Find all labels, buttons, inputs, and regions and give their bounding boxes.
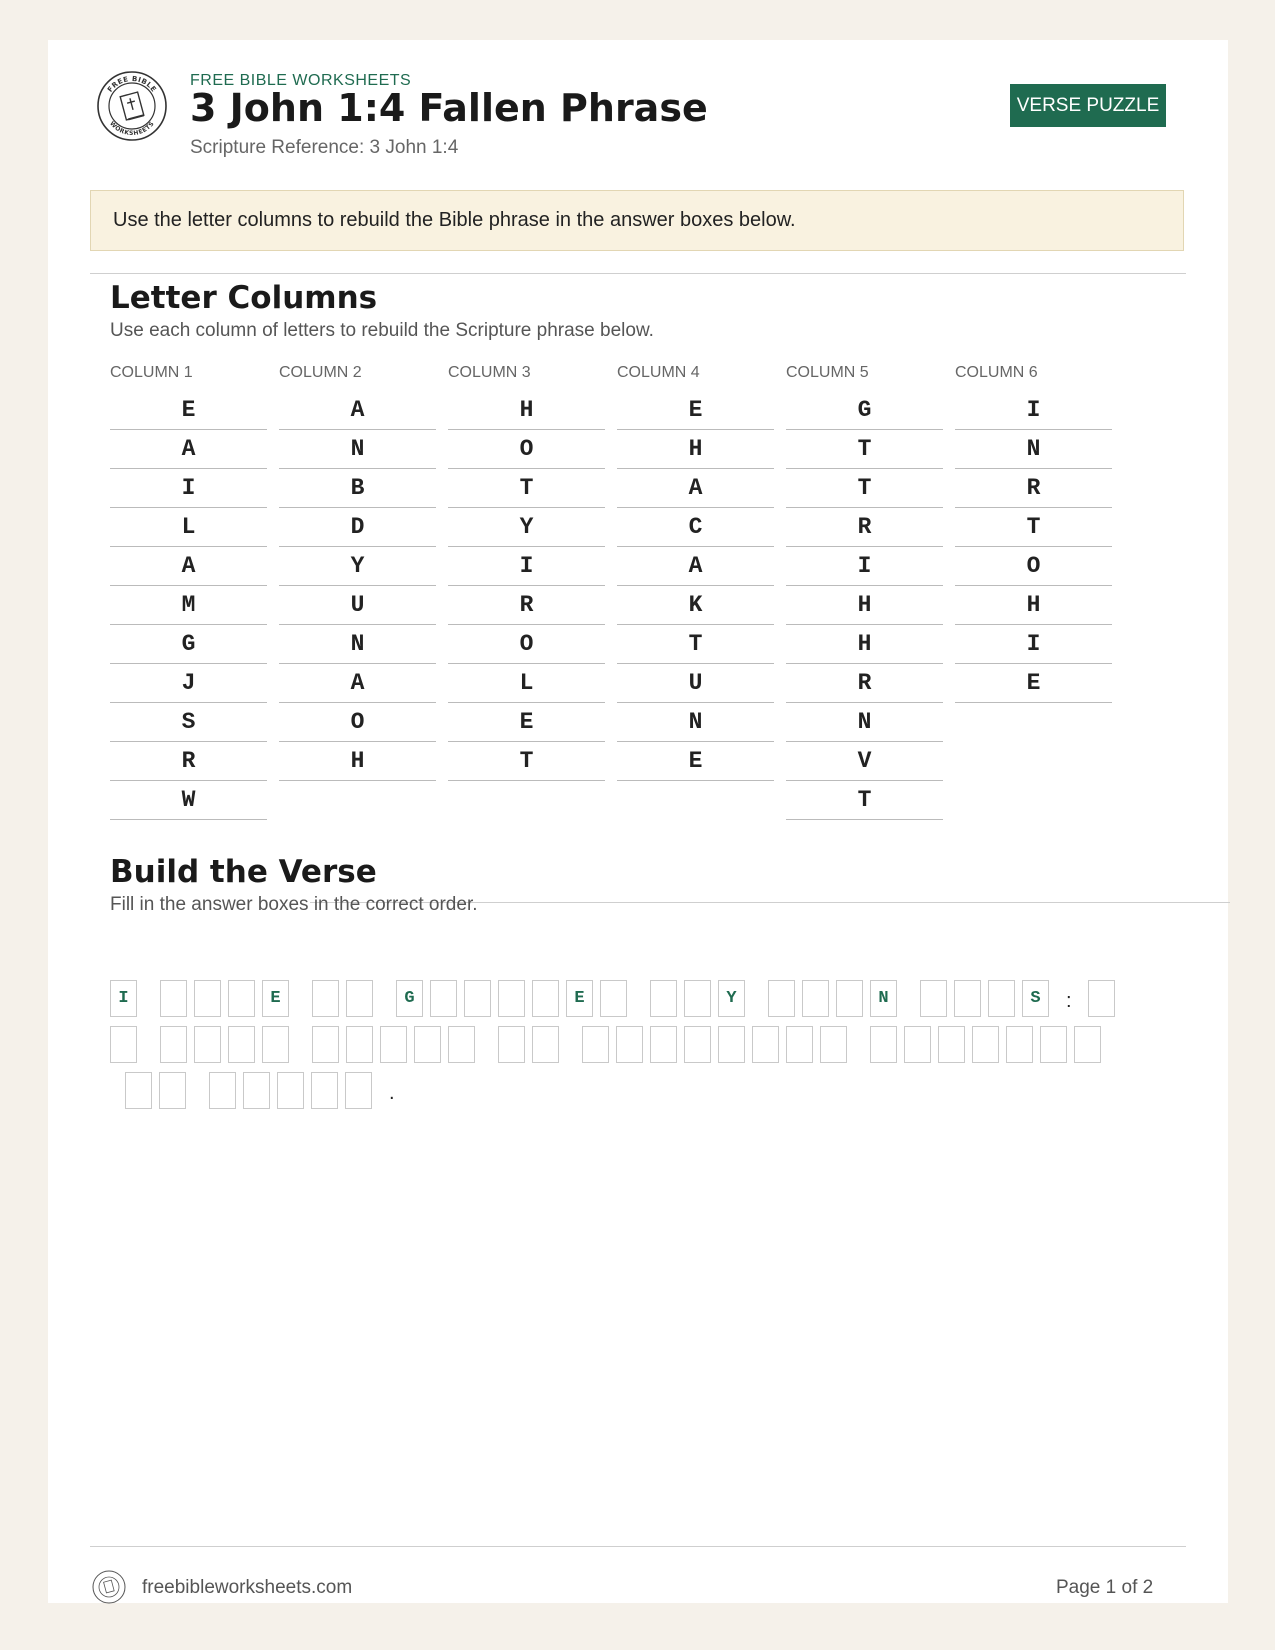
column-letter: M xyxy=(110,586,267,625)
column-letter: I xyxy=(110,469,267,508)
column-letter: E xyxy=(955,664,1112,703)
column-letter: H xyxy=(617,430,774,469)
letter-column-1 xyxy=(110,362,267,820)
answer-box[interactable] xyxy=(582,1026,609,1063)
column-letter: J xyxy=(110,664,267,703)
column-letter: T xyxy=(786,781,943,820)
answer-box[interactable] xyxy=(718,1026,745,1063)
page-title: 3 John 1:4 Fallen Phrase xyxy=(190,86,708,130)
answer-box[interactable] xyxy=(1040,1026,1067,1063)
answer-box[interactable] xyxy=(532,1026,559,1063)
column-letter: E xyxy=(448,703,605,742)
punctuation-mark: . xyxy=(389,1082,395,1104)
answer-box-hint[interactable]: E xyxy=(566,980,593,1017)
answer-box[interactable] xyxy=(345,1072,372,1109)
answer-box[interactable] xyxy=(820,1026,847,1063)
column-label: COLUMN 5 xyxy=(786,364,869,381)
column-letter: R xyxy=(448,586,605,625)
answer-box[interactable] xyxy=(650,1026,677,1063)
column-letter: G xyxy=(786,391,943,430)
column-letter: L xyxy=(448,664,605,703)
column-letter: L xyxy=(110,508,267,547)
column-letter: R xyxy=(110,742,267,781)
answer-box[interactable] xyxy=(870,1026,897,1063)
footer-logo-icon xyxy=(92,1570,126,1604)
logo-text-bottom: WORKSHEETS xyxy=(108,120,156,138)
column-letter: I xyxy=(955,391,1112,430)
page-number: Page 1 of 2 xyxy=(1056,1577,1154,1598)
answer-box[interactable] xyxy=(920,980,947,1017)
column-letter: I xyxy=(955,625,1112,664)
logo-text-top: FREE BIBLE xyxy=(106,74,158,94)
column-letter: E xyxy=(617,742,774,781)
answer-box[interactable] xyxy=(125,1072,152,1109)
answer-box[interactable] xyxy=(160,980,187,1017)
column-letter: E xyxy=(110,391,267,430)
answer-box[interactable] xyxy=(802,980,829,1017)
column-letter: E xyxy=(617,391,774,430)
answer-box[interactable] xyxy=(243,1072,270,1109)
answer-box[interactable] xyxy=(904,1026,931,1063)
divider xyxy=(90,1546,1186,1547)
column-letter: H xyxy=(448,391,605,430)
build-verse-title: Build the Verse xyxy=(110,854,377,890)
column-letter: T xyxy=(617,625,774,664)
answer-box[interactable] xyxy=(160,1026,187,1063)
column-letter: N xyxy=(279,625,436,664)
column-letter: T xyxy=(786,469,943,508)
answer-box[interactable] xyxy=(209,1072,236,1109)
footer-site-link[interactable]: freebibleworksheets.com xyxy=(142,1577,353,1598)
column-letter: A xyxy=(110,430,267,469)
answer-box[interactable] xyxy=(262,1026,289,1063)
column-letter: T xyxy=(955,508,1112,547)
letter-column-6 xyxy=(955,362,1112,703)
instructions-banner xyxy=(90,190,1184,251)
column-letter: O xyxy=(448,430,605,469)
letter-column-2 xyxy=(279,362,436,781)
letter-column-4 xyxy=(617,362,774,781)
column-letter: O xyxy=(279,703,436,742)
answer-box[interactable] xyxy=(1074,1026,1101,1063)
column-letter: A xyxy=(617,547,774,586)
instructions-text: Use the letter columns to rebuild the Bible phrase in the answer boxes below. xyxy=(113,209,796,231)
column-letter: N xyxy=(617,703,774,742)
answer-box[interactable] xyxy=(836,980,863,1017)
letter-columns-description: Use each column of letters to rebuild the Scripture phrase below. xyxy=(110,320,654,341)
column-letter: H xyxy=(786,586,943,625)
column-label: COLUMN 4 xyxy=(617,364,700,381)
answer-box[interactable] xyxy=(972,1026,999,1063)
column-letter: N xyxy=(279,430,436,469)
column-letter: V xyxy=(786,742,943,781)
letter-column-3 xyxy=(448,362,605,781)
column-letter: Y xyxy=(448,508,605,547)
answer-box[interactable] xyxy=(988,980,1015,1017)
answer-box[interactable] xyxy=(228,1026,255,1063)
column-letter: K xyxy=(617,586,774,625)
column-label: COLUMN 1 xyxy=(110,364,193,381)
answer-box[interactable] xyxy=(194,1026,221,1063)
answer-box[interactable] xyxy=(1088,980,1115,1017)
column-letter: R xyxy=(786,664,943,703)
column-letter: G xyxy=(110,625,267,664)
answer-box[interactable] xyxy=(430,980,457,1017)
column-letter: T xyxy=(448,742,605,781)
column-letter: R xyxy=(955,469,1112,508)
answer-box[interactable] xyxy=(532,980,559,1017)
column-label: COLUMN 2 xyxy=(279,364,362,381)
punctuation-mark: : xyxy=(1066,990,1072,1012)
column-letter: W xyxy=(110,781,267,820)
answer-box[interactable] xyxy=(1006,1026,1033,1063)
answer-box[interactable] xyxy=(228,980,255,1017)
column-letter: A xyxy=(279,391,436,430)
brand-name: FREE BIBLE WORKSHEETS xyxy=(190,72,412,89)
column-letter: H xyxy=(786,625,943,664)
answer-box[interactable] xyxy=(938,1026,965,1063)
column-letter: I xyxy=(448,547,605,586)
column-letter: O xyxy=(955,547,1112,586)
answer-box[interactable] xyxy=(684,980,711,1017)
column-letter: H xyxy=(279,742,436,781)
build-verse-description: Fill in the answer boxes in the correct order. xyxy=(110,894,478,915)
column-letter: T xyxy=(448,469,605,508)
column-letter: H xyxy=(955,586,1112,625)
column-label: COLUMN 6 xyxy=(955,364,1038,381)
column-letter: N xyxy=(955,430,1112,469)
answer-box[interactable] xyxy=(277,1072,304,1109)
column-letter: A xyxy=(279,664,436,703)
column-letter: C xyxy=(617,508,774,547)
answer-box[interactable] xyxy=(311,1072,338,1109)
worksheet-page xyxy=(48,40,1228,1603)
answer-box[interactable] xyxy=(498,1026,525,1063)
column-letter: S xyxy=(110,703,267,742)
column-letter: B xyxy=(279,469,436,508)
column-letter: A xyxy=(617,469,774,508)
divider xyxy=(90,273,1186,274)
column-letter: R xyxy=(786,508,943,547)
column-letter: T xyxy=(786,430,943,469)
answer-box[interactable] xyxy=(684,1026,711,1063)
column-letter: U xyxy=(617,664,774,703)
verse-puzzle-badge: VERSE PUZZLE xyxy=(1010,84,1166,127)
answer-box[interactable] xyxy=(312,980,339,1017)
column-label: COLUMN 3 xyxy=(448,364,531,381)
answer-box[interactable] xyxy=(380,1026,407,1063)
column-letter: I xyxy=(786,547,943,586)
scripture-reference: Scripture Reference: 3 John 1:4 xyxy=(190,137,459,158)
answer-box[interactable] xyxy=(448,1026,475,1063)
answer-box[interactable] xyxy=(312,1026,339,1063)
answer-box[interactable] xyxy=(600,980,627,1017)
answer-box-hint[interactable]: I xyxy=(110,980,137,1017)
answer-box-hint[interactable]: S xyxy=(1022,980,1049,1017)
answer-box[interactable] xyxy=(650,980,677,1017)
answer-box[interactable] xyxy=(464,980,491,1017)
answer-box-hint[interactable]: N xyxy=(870,980,897,1017)
answer-box[interactable] xyxy=(752,1026,779,1063)
answer-box[interactable] xyxy=(159,1072,186,1109)
answer-box[interactable] xyxy=(110,1026,137,1063)
answer-box[interactable] xyxy=(954,980,981,1017)
answer-box[interactable] xyxy=(616,1026,643,1063)
answer-box[interactable] xyxy=(346,980,373,1017)
answer-box[interactable] xyxy=(786,1026,813,1063)
answer-box[interactable] xyxy=(414,1026,441,1063)
answer-box-hint[interactable]: E xyxy=(262,980,289,1017)
column-letter: U xyxy=(279,586,436,625)
answer-box[interactable] xyxy=(194,980,221,1017)
answer-box[interactable] xyxy=(498,980,525,1017)
answer-box-hint[interactable]: G xyxy=(396,980,423,1017)
letter-columns-title: Letter Columns xyxy=(110,280,378,316)
column-letter: N xyxy=(786,703,943,742)
free-bible-worksheets-logo xyxy=(96,70,168,142)
letter-column-5 xyxy=(786,362,943,820)
column-letter: O xyxy=(448,625,605,664)
answer-box-hint[interactable]: Y xyxy=(718,980,745,1017)
column-letter: D xyxy=(279,508,436,547)
column-letter: Y xyxy=(279,547,436,586)
answer-boxes xyxy=(110,980,1220,1140)
answer-box[interactable] xyxy=(768,980,795,1017)
column-letter: A xyxy=(110,547,267,586)
answer-box[interactable] xyxy=(346,1026,373,1063)
